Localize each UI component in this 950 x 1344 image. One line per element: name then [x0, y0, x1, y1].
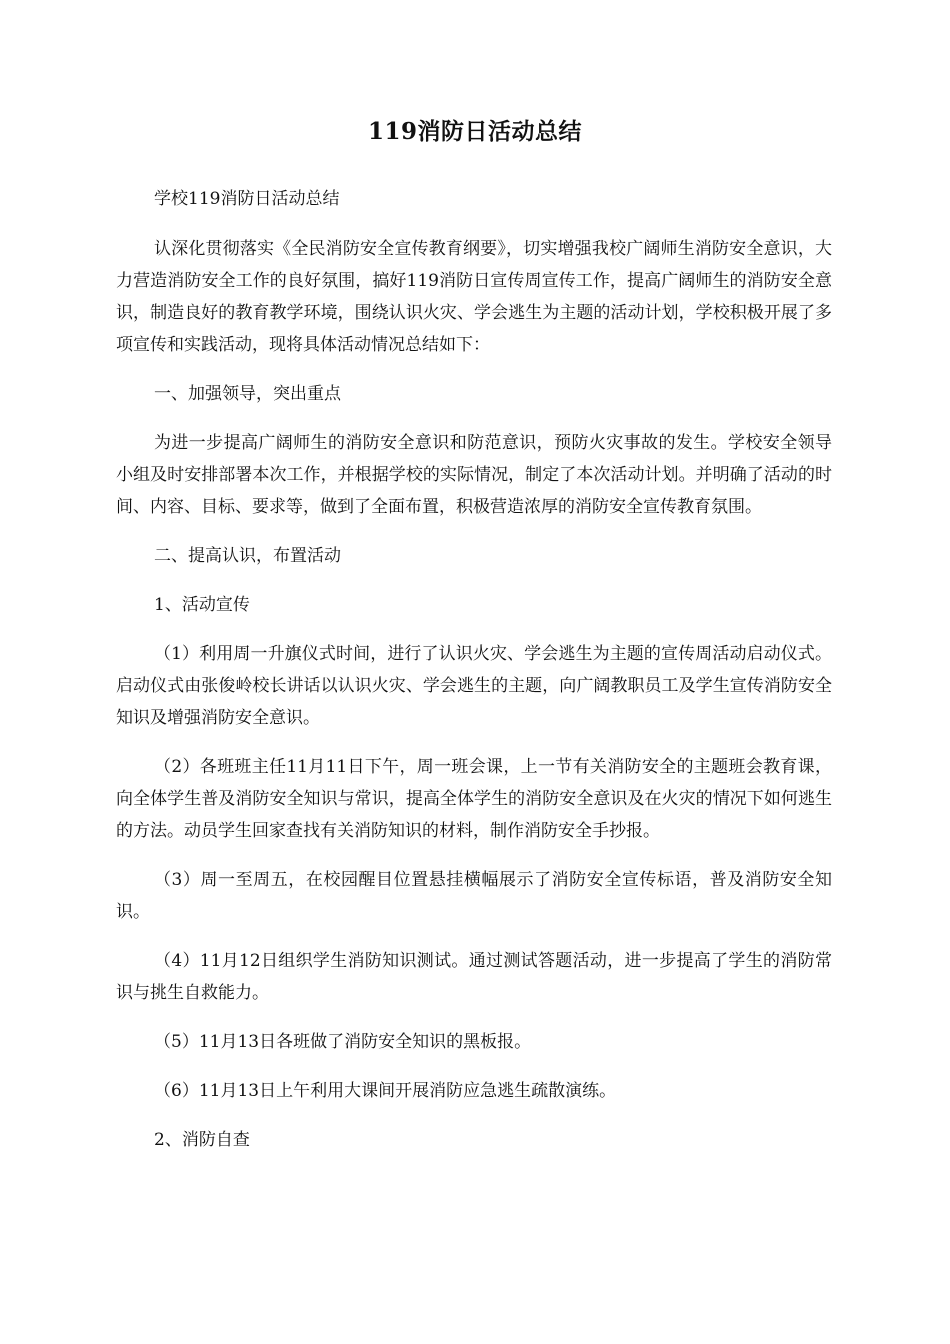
subsection-heading-2: 2、消防自查 — [154, 1130, 250, 1150]
list-item-5: （5）11月13日各班做了消防安全知识的黑板报。 — [154, 1032, 532, 1052]
list-item-1: （1）利用周一升旗仪式时间，进行了认识火灾、学会逃生为主题的宣传周活动启动仪式。启动仪式由张俊岭校长讲话以认识火灾、学会逃生的主题，向广阔教职员工及学生宣传消防安全知识及增强消防安全意识。 — [116, 644, 832, 728]
document-title: 119消防日活动总结 — [367, 118, 582, 145]
section-heading-1: 一、加强领导，突出重点 — [154, 384, 341, 404]
intro-paragraph: 认深化贯彻落实《全民消防安全宣传教育纲要》，切实增强我校广阔师生消防安全意识，大力营造消防安全工作的良好氛围，搞好119消防日宣传周宣传工作，提高广阔师生的消防安全意识，制造良好的教育教学环境，围绕认识火灾、学会逃生为主题的活动计划，学校积极开展了多项宣传和实践活动，现将具体活动情况总结如下： — [116, 239, 832, 355]
document-subtitle: 学校119消防日活动总结 — [154, 189, 340, 209]
document-body — [116, 183, 832, 1173]
section-heading-2: 二、提高认识，布置活动 — [154, 546, 341, 566]
subsection-heading-1: 1、活动宣传 — [154, 595, 250, 615]
list-item-6: （6）11月13日上午利用大课间开展消防应急逃生疏散演练。 — [154, 1081, 617, 1101]
list-item-3: （3）周一至周五，在校园醒目位置悬挂横幅展示了消防安全宣传标语，普及消防安全知识。 — [116, 870, 832, 922]
list-item-4: （4）11月12日组织学生消防知识测试。通过测试答题活动，进一步提高了学生的消防常识与挑生自救能力。 — [116, 951, 832, 1003]
section-1-paragraph: 为进一步提高广阔师生的消防安全意识和防范意识，预防火灾事故的发生。学校安全领导小组及时安排部署本次工作，并根据学校的实际情况，制定了本次活动计划。并明确了活动的时间、内容、目标、要求等，做到了全面布置，积极营造浓厚的消防安全宣传教育氛围。 — [116, 433, 832, 517]
list-item-2: （2）各班班主任11月11日下午，周一班会课，上一节有关消防安全的主题班会教育课，向全体学生普及消防安全知识与常识，提高全体学生的消防安全意识及在火灾的情况下如何逃生的方法。动员学生回家查找有关消防知识的材料，制作消防安全手抄报。 — [116, 757, 832, 841]
